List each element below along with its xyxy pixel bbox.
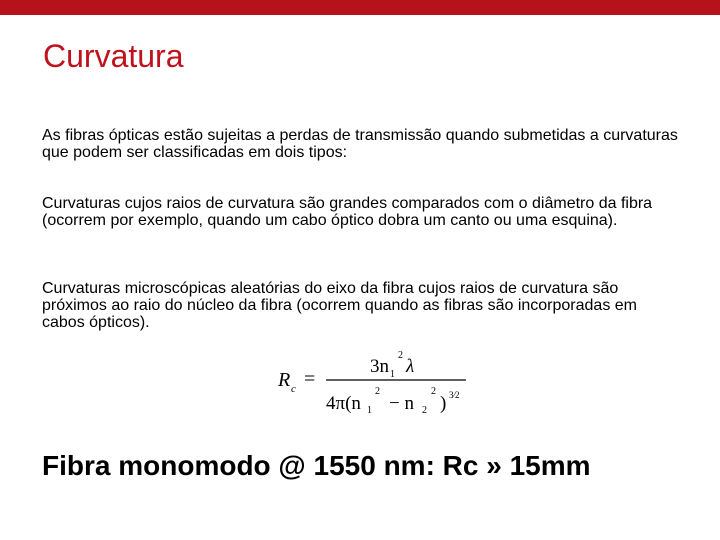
formula-den-superscript-2: 2: [431, 386, 436, 397]
bullet-item-microcurvature: Curvaturas microscópicas aleatórias do eixo da fibra cujos raios de curvatura são próximos ao raio do núcleo da fibra (ocorrem quando as fibras são incorporadas em cabos ópticos).: [42, 280, 637, 331]
intro-paragraph: As fibras ópticas estão sujeitas a perdas de transmissão quando submetidas a curvaturas que podem ser classificadas em dois tipos:: [42, 127, 678, 161]
formula-lhs: R: [278, 369, 291, 391]
bend-radius-formula: [276, 348, 476, 418]
formula-den-exponent: 3⁄2: [449, 390, 460, 400]
formula-den-subscript-1: 1: [367, 405, 372, 416]
formula-num-subscript: 1: [390, 369, 395, 380]
formula-den-prefix: 4π(n: [326, 393, 361, 414]
formula-den-close: ): [440, 393, 447, 414]
bullet-item-large-curvature: Curvaturas cujos raios de curvatura são grandes comparados com o diâmetro da fibra (ocorrem por exemplo, quando um cabo óptico dobra um canto ou uma esquina).: [42, 195, 653, 229]
single-mode-bend-radius-note: Fibra monomodo @ 1550 nm: Rc » 15mm: [42, 450, 591, 481]
formula-den-minus: − n: [389, 393, 414, 414]
slide-title: Curvatura: [43, 38, 184, 74]
formula-lhs-subscript: c: [291, 383, 296, 395]
formula-lambda: λ: [406, 356, 415, 377]
formula-equals: =: [304, 368, 316, 390]
formula-num-superscript: 2: [398, 350, 403, 361]
formula-den-subscript-2: 2: [422, 405, 427, 416]
formula-numerator: 3n: [370, 356, 389, 377]
top-accent-bar: [0, 0, 720, 15]
formula-den-superscript-1: 2: [375, 386, 380, 397]
